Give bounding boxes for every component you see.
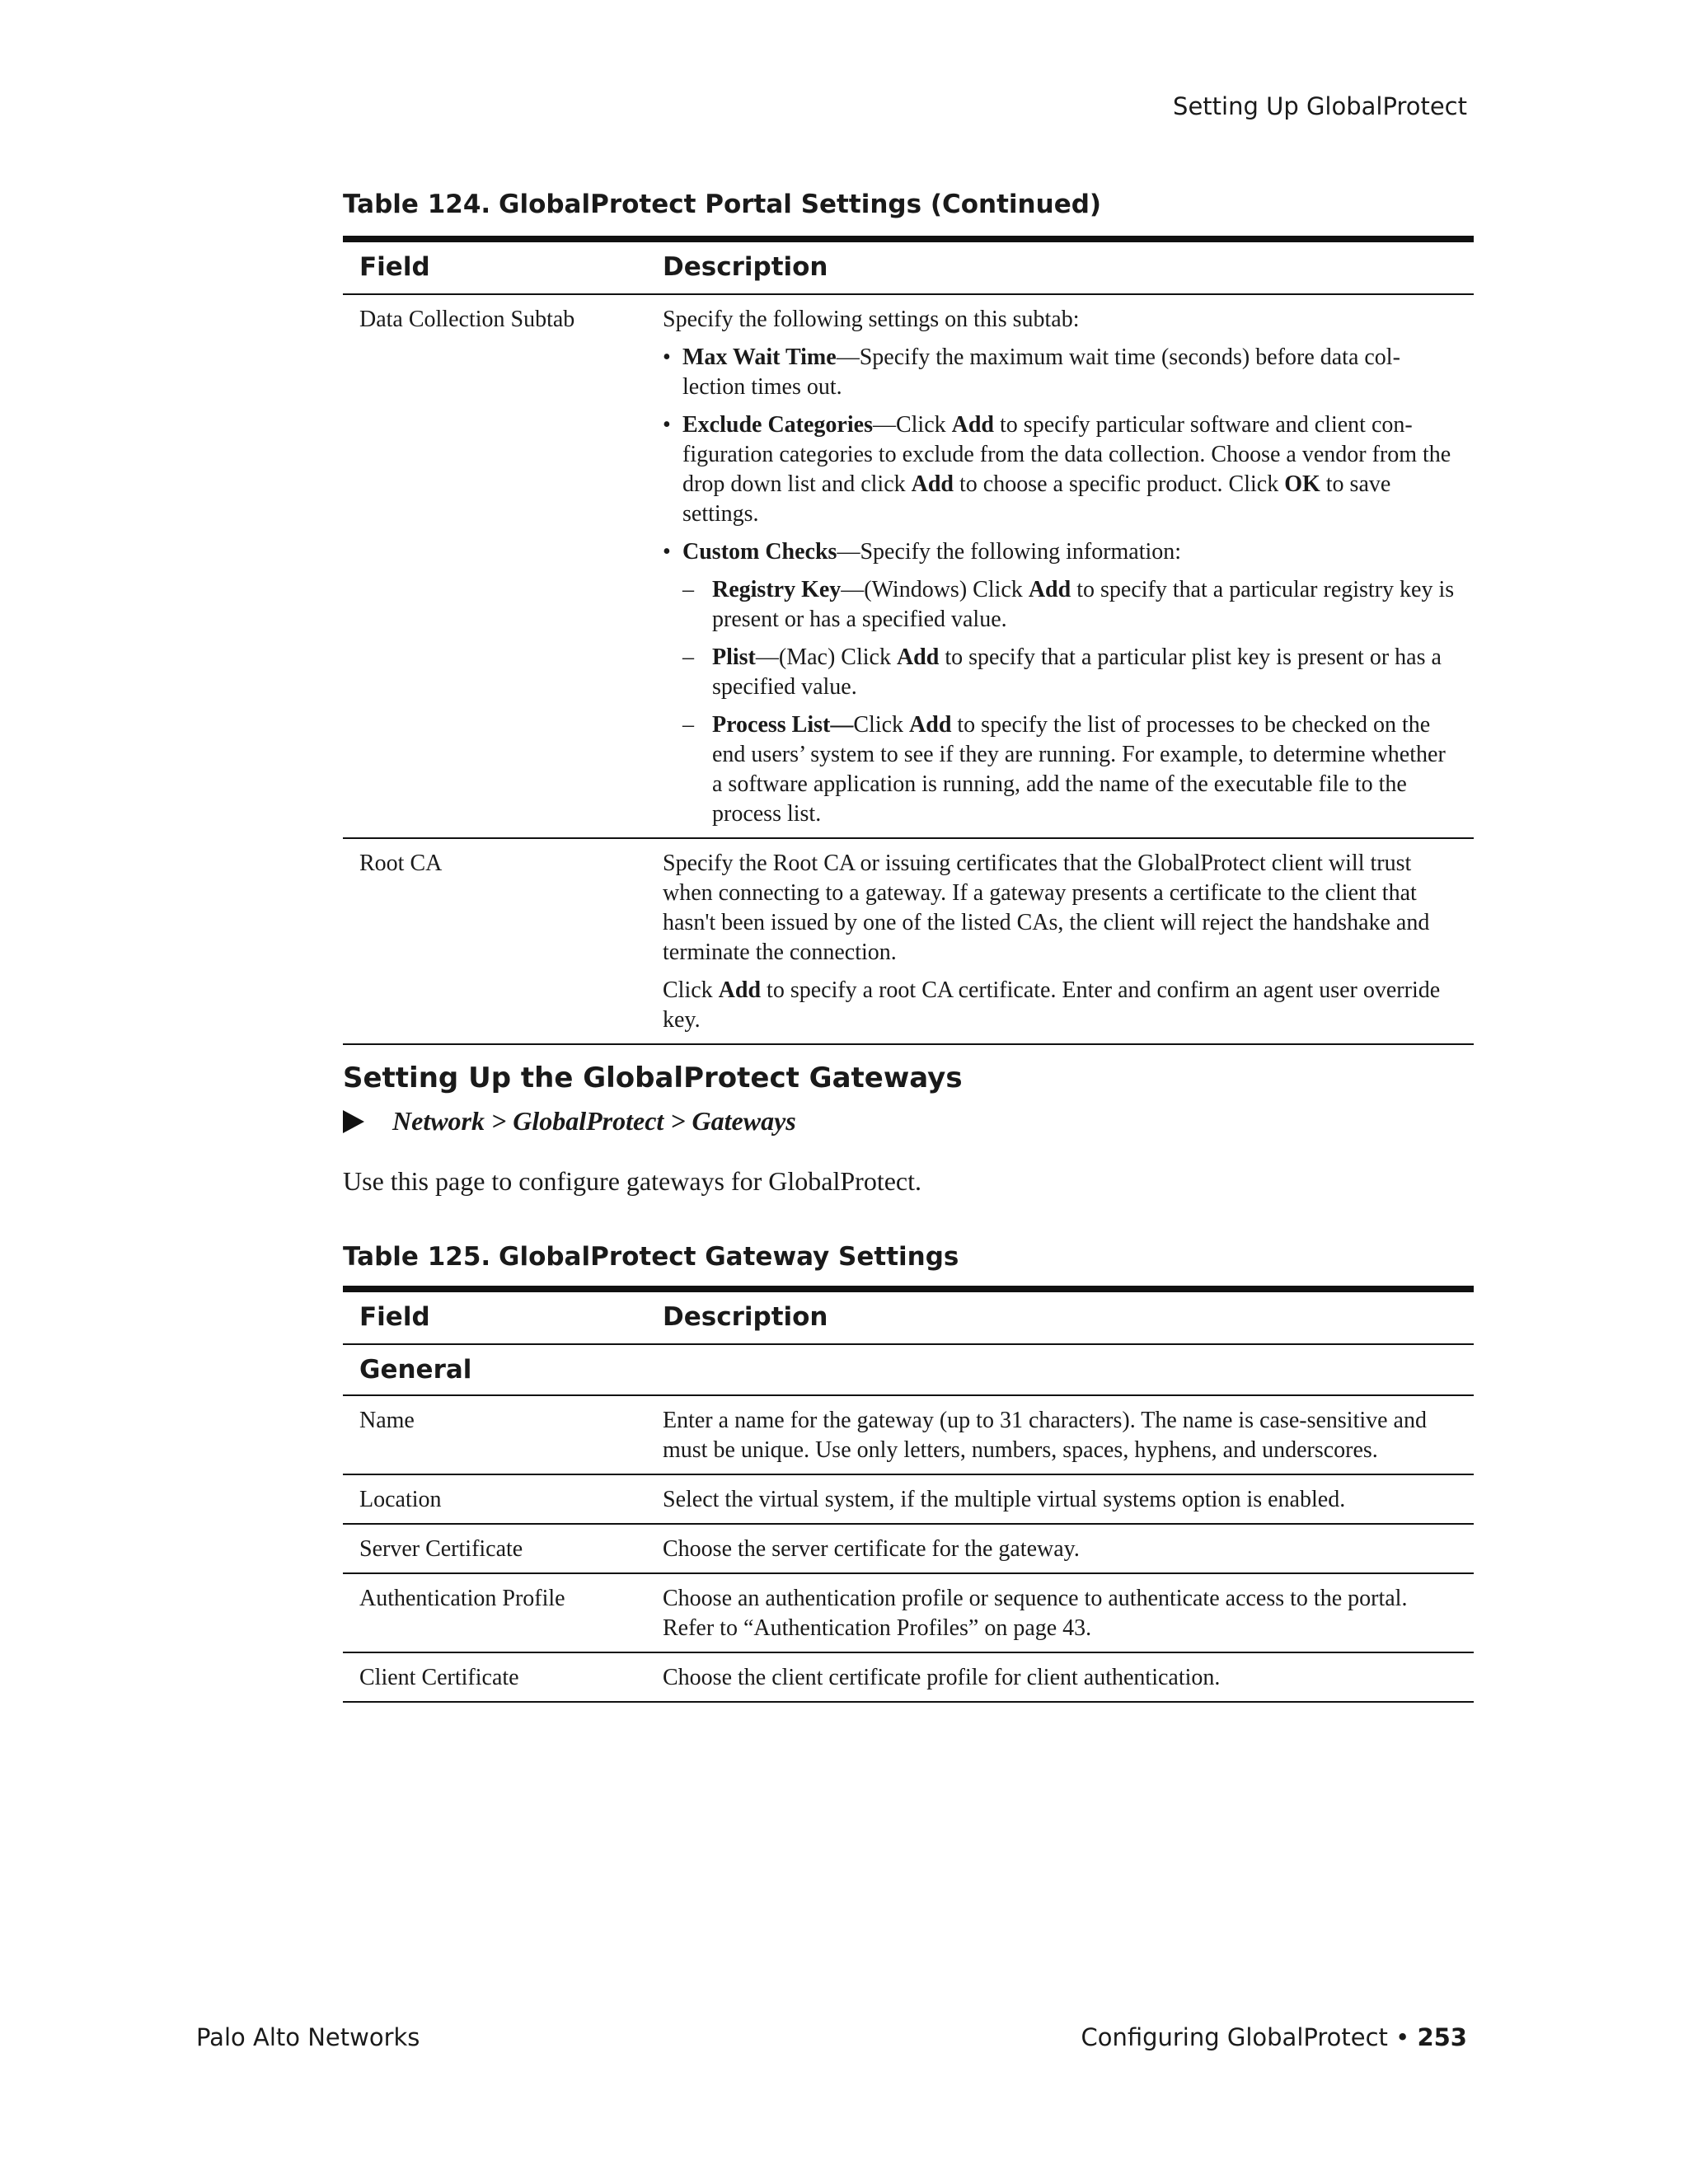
- table-title: GlobalProtect Portal Settings (Continued): [499, 190, 1102, 219]
- navigation-path: [343, 1106, 796, 1137]
- table-row: [343, 838, 1474, 1044]
- running-head: Setting Up GlobalProtect: [1173, 92, 1467, 120]
- bullet-item: • Custom Checks—Specify the following information:: [663, 539, 1182, 565]
- description-cell: Choose the server certificate for the gateway.: [663, 1524, 1474, 1573]
- section-heading: Setting Up the GlobalProtect Gateways: [343, 1062, 963, 1094]
- table-title: GlobalProtect Gateway Settings: [499, 1242, 959, 1272]
- table-125-caption: [343, 1242, 959, 1272]
- field-cell: Location: [343, 1474, 663, 1524]
- table-124-caption: [343, 190, 1101, 219]
- footer-company: Palo Alto Networks: [196, 2023, 420, 2051]
- table-124: [343, 236, 1474, 1045]
- section-intro: Use this page to configure gateways for GlobalProtect.: [343, 1166, 922, 1196]
- field-cell: Data Collection Subtab: [343, 294, 663, 838]
- column-header-field: Field: [343, 239, 663, 294]
- description-cell: [663, 294, 1474, 838]
- table-row: [343, 1652, 1474, 1702]
- description-cell: Select the virtual system, if the multiple virtual systems option is enabled.: [663, 1474, 1474, 1524]
- description-cell: Enter a name for the gateway (up to 31 characters). The name is case-sensitive and must be unique. Use only letters, numbers, spaces, hyphens, and underscores.: [663, 1395, 1474, 1474]
- description-intro: Specify the following settings on this subtab:: [663, 307, 1080, 332]
- sub-bullet-item: – Registry Key—(Windows) Click Add to specify that a particular registry key is present or has a specified value.: [682, 577, 1455, 632]
- description-cell: Choose an authentication profile or sequence to authenticate access to the portal. Refer to “Authentication Profiles” on page 43.: [663, 1573, 1474, 1652]
- description-paragraph: Click Add to specify a root CA certificate. Enter and confirm an agent user override key.: [663, 977, 1441, 1033]
- page-number: 253: [1417, 2023, 1467, 2051]
- table-header-row: [343, 1289, 1474, 1344]
- field-cell: Client Certificate: [343, 1652, 663, 1702]
- column-header-description: Description: [663, 239, 1474, 294]
- section-label: General: [343, 1344, 663, 1395]
- table-section-row: [343, 1344, 1474, 1395]
- table-row: [343, 1474, 1474, 1524]
- table-row: [343, 1524, 1474, 1573]
- table-125: [343, 1286, 1474, 1703]
- field-cell: Root CA: [343, 838, 663, 1044]
- table-row: [343, 1573, 1474, 1652]
- field-cell: Server Certificate: [343, 1524, 663, 1573]
- table-header-row: [343, 239, 1474, 294]
- table-number: Table 125.: [343, 1242, 491, 1272]
- table-row: [343, 1395, 1474, 1474]
- sub-bullet-item: – Plist—(Mac) Click Add to specify that a particular plist key is present or has a specified value.: [682, 644, 1442, 700]
- description-cell: Choose the client certificate profile for client authentication.: [663, 1652, 1474, 1702]
- footer-chapter: [1081, 2023, 1467, 2051]
- description-paragraph: Specify the Root CA or issuing certificates that the GlobalProtect client will trust when connecting to a gateway. If a gateway presents a certificate to the client that hasn't been issued by one of the listed CAs, the client will reject the handshake and terminate the connection.: [663, 851, 1430, 965]
- field-cell: Name: [343, 1395, 663, 1474]
- sub-bullet-item: – Process List—Click Add to specify the list of processes to be checked on the end users’ system to see if they are running. For example, to determine whether a software application is running, add the name of the executable file to the process list.: [682, 712, 1446, 827]
- footer-chapter-title: Configuring GlobalProtect •: [1081, 2023, 1418, 2051]
- field-cell: Authentication Profile: [343, 1573, 663, 1652]
- table-row: [343, 294, 1474, 838]
- bullet-item: • Max Wait Time—Specify the maximum wait time (seconds) before data col-lection times out.: [663, 344, 1400, 400]
- table-number: Table 124.: [343, 190, 491, 219]
- column-header-field: Field: [343, 1289, 663, 1344]
- nav-path-text: Network > GlobalProtect > Gateways: [392, 1106, 796, 1136]
- column-header-description: Description: [663, 1289, 1474, 1344]
- arrow-right-icon: [343, 1110, 364, 1133]
- bullet-item: • Exclude Categories—Click Add to specify particular software and client con-figuration categories to exclude from the data collection. Choose a vendor from the drop down list and click Add to choose a specific product. Click OK to save settings.: [663, 412, 1451, 527]
- description-cell: [663, 838, 1474, 1044]
